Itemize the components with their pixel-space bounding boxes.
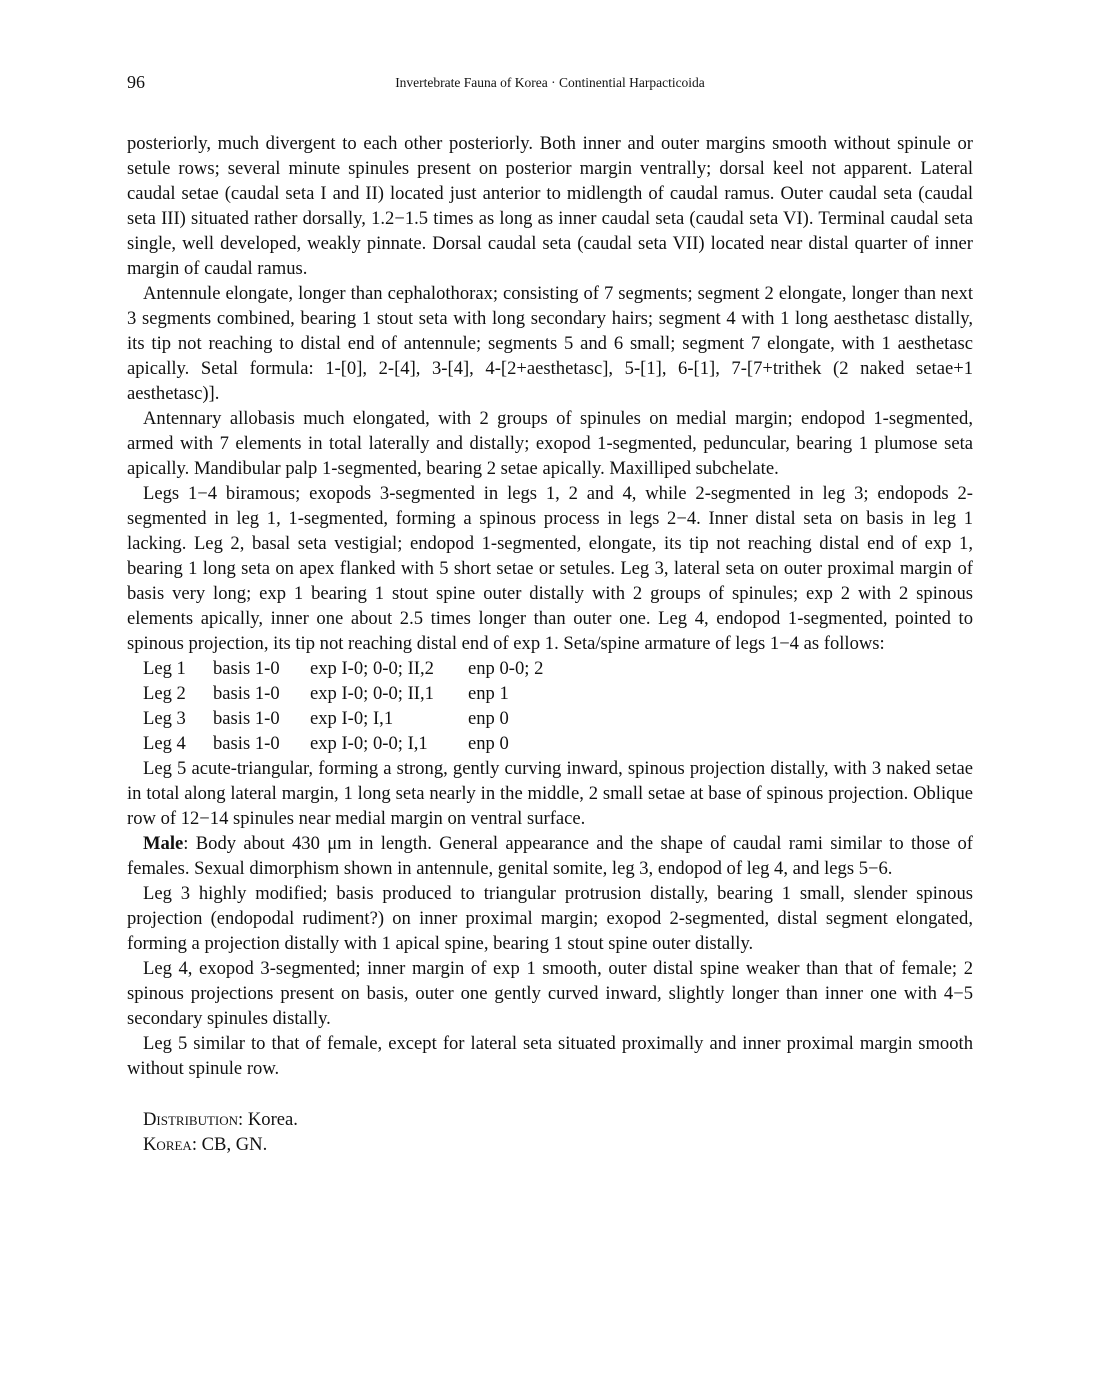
leg-cell: Leg 4 (143, 733, 186, 754)
paragraph-antennule: Antennule elongate, longer than cephalothorax; consisting of 7 segments; segment 2 elongate, longer than next 3 segments combined, bearing 1 stout seta with long secondary hairs; segment 4 with 1 long aesthetasc distally, its tip not reaching to distal end of antennule; segments 5 and 6 small; segment 7 elongate, with 1 aesthetasc apically. Setal formula: 1-[0], 2-[4], 3-[4], 4-[2+aesthetasc], 5-[1], 6-[1], 7-[7+trithek (2 naked setae+1 aesthetasc)]. (127, 283, 973, 404)
journal-title: Invertebrate Fauna of Korea · Continential Harpacticoida (395, 75, 705, 90)
leg-cell: Leg 1 (143, 658, 186, 679)
leg-cell: Leg 3 (143, 708, 186, 729)
running-header (127, 72, 973, 100)
male-label: Male (143, 833, 184, 854)
table-row (143, 731, 973, 756)
basis-cell: basis 1-0 (213, 658, 280, 679)
endopod-cell: enp 0-0; 2 (468, 658, 544, 679)
paragraph-male-leg-3: Leg 3 highly modified; basis produced to triangular protrusion distally, bearing 1 small, slender spinous projection (endopodal rudiment?) on inner proximal margin; exopod 2-segmented, distal segment elongated, forming a projection distally with 1 apical spine, bearing 1 stout spine outer distally. (127, 883, 973, 954)
basis-cell: basis 1-0 (213, 733, 280, 754)
endopod-cell: enp 1 (468, 683, 509, 704)
page-number: 96 (127, 72, 145, 92)
korea-label: Korea (143, 1134, 192, 1155)
basis-cell: basis 1-0 (213, 708, 280, 729)
table-row (143, 681, 973, 706)
paragraph-male-leg-4: Leg 4, exopod 3-segmented; inner margin of exp 1 smooth, outer distal spine weaker than that of female; 2 spinous projections present on basis, outer one gently curved inward, slightly longer than inner one with 4−5 secondary spinules distally. (127, 958, 973, 1029)
male-description: : Body about 430 μm in length. General appearance and the shape of caudal rami similar to those of females. Sexual dimorphism shown in antennule, genital somite, leg 3, endopod of leg 4, and legs 5−6. (127, 833, 973, 879)
paragraph-caudal-rami: posteriorly, much divergent to each other posteriorly. Both inner and outer margins smooth without spinule or setule rows; several minute spinules present on posterior margin ventrally; dorsal keel not apparent. Lateral caudal setae (caudal seta I and II) located just anterior to midlength of caudal ramus. Outer caudal seta (caudal seta III) situated rather dorsally, 1.2−1.5 times as long as inner caudal seta (caudal seta VI). Terminal caudal seta single, well developed, weakly pinnate. Dorsal caudal seta (caudal seta VII) located near distal quarter of inner margin of caudal ramus. (127, 133, 973, 279)
exopod-cell: exp I-0; I,1 (310, 708, 394, 729)
paragraph-male (127, 831, 973, 881)
korea-value: : CB, GN. (191, 1134, 268, 1155)
table-row (143, 656, 973, 681)
paragraph-legs-1-4: Legs 1−4 biramous; exopods 3-segmented in legs 1, 2 and 4, while 2-segmented in leg 3; endopods 2-segmented in leg 1, 1-segmented, forming a spinous process in legs 2−4. Inner distal seta on basis in leg 1 lacking. Leg 2, basal seta vestigial; endopod 1-segmented, elongate, its tip not reaching distal end of exp 1, bearing 1 long seta on apex flanked with 5 short setae or setules. Leg 3, lateral seta on outer proximal margin of basis very long; exp 1 bearing 1 stout spine outer distally with 2 groups of spinules; exp 2 with 2 spinous elements apically, inner one about 2.5 times longer than outer one. Leg 4, endopod 1-segmented, pointed to spinous projection, its tip not reaching distal end of exp 1. Seta/spine armature of legs 1−4 as follows: (127, 483, 973, 654)
body-text (127, 131, 973, 1157)
distribution-section (127, 1107, 973, 1157)
basis-cell: basis 1-0 (213, 683, 280, 704)
exopod-cell: exp I-0; 0-0; II,1 (310, 683, 434, 704)
exopod-cell: exp I-0; 0-0; I,1 (310, 733, 428, 754)
leg-cell: Leg 2 (143, 683, 186, 704)
distribution-value: : Korea. (238, 1109, 298, 1130)
endopod-cell: enp 0 (468, 708, 509, 729)
distribution-line (143, 1107, 973, 1132)
paragraph-antenna: Antennary allobasis much elongated, with 2 groups of spinules on medial margin; endopod 1-segmented, armed with 7 elements in total laterally and distally; exopod 1-segmented, peduncular, bearing 1 plumose seta apically. Mandibular palp 1-segmented, bearing 2 setae apically. Maxilliped subchelate. (127, 408, 973, 479)
distribution-label: Distribution (143, 1109, 239, 1130)
table-row (143, 706, 973, 731)
korea-line (143, 1132, 973, 1157)
endopod-cell: enp 0 (468, 733, 509, 754)
paragraph-leg-5: Leg 5 acute-triangular, forming a strong, gently curving inward, spinous projection distally, with 3 naked setae in total along lateral margin, 1 long seta nearly in the middle, 2 small setae at base of spinous projection. Oblique row of 12−14 spinules near medial margin on ventral surface. (127, 758, 973, 829)
armature-table (127, 656, 973, 756)
paragraph-male-leg-5: Leg 5 similar to that of female, except for lateral seta situated proximally and inner proximal margin smooth without spinule row. (127, 1033, 973, 1079)
exopod-cell: exp I-0; 0-0; II,2 (310, 658, 434, 679)
